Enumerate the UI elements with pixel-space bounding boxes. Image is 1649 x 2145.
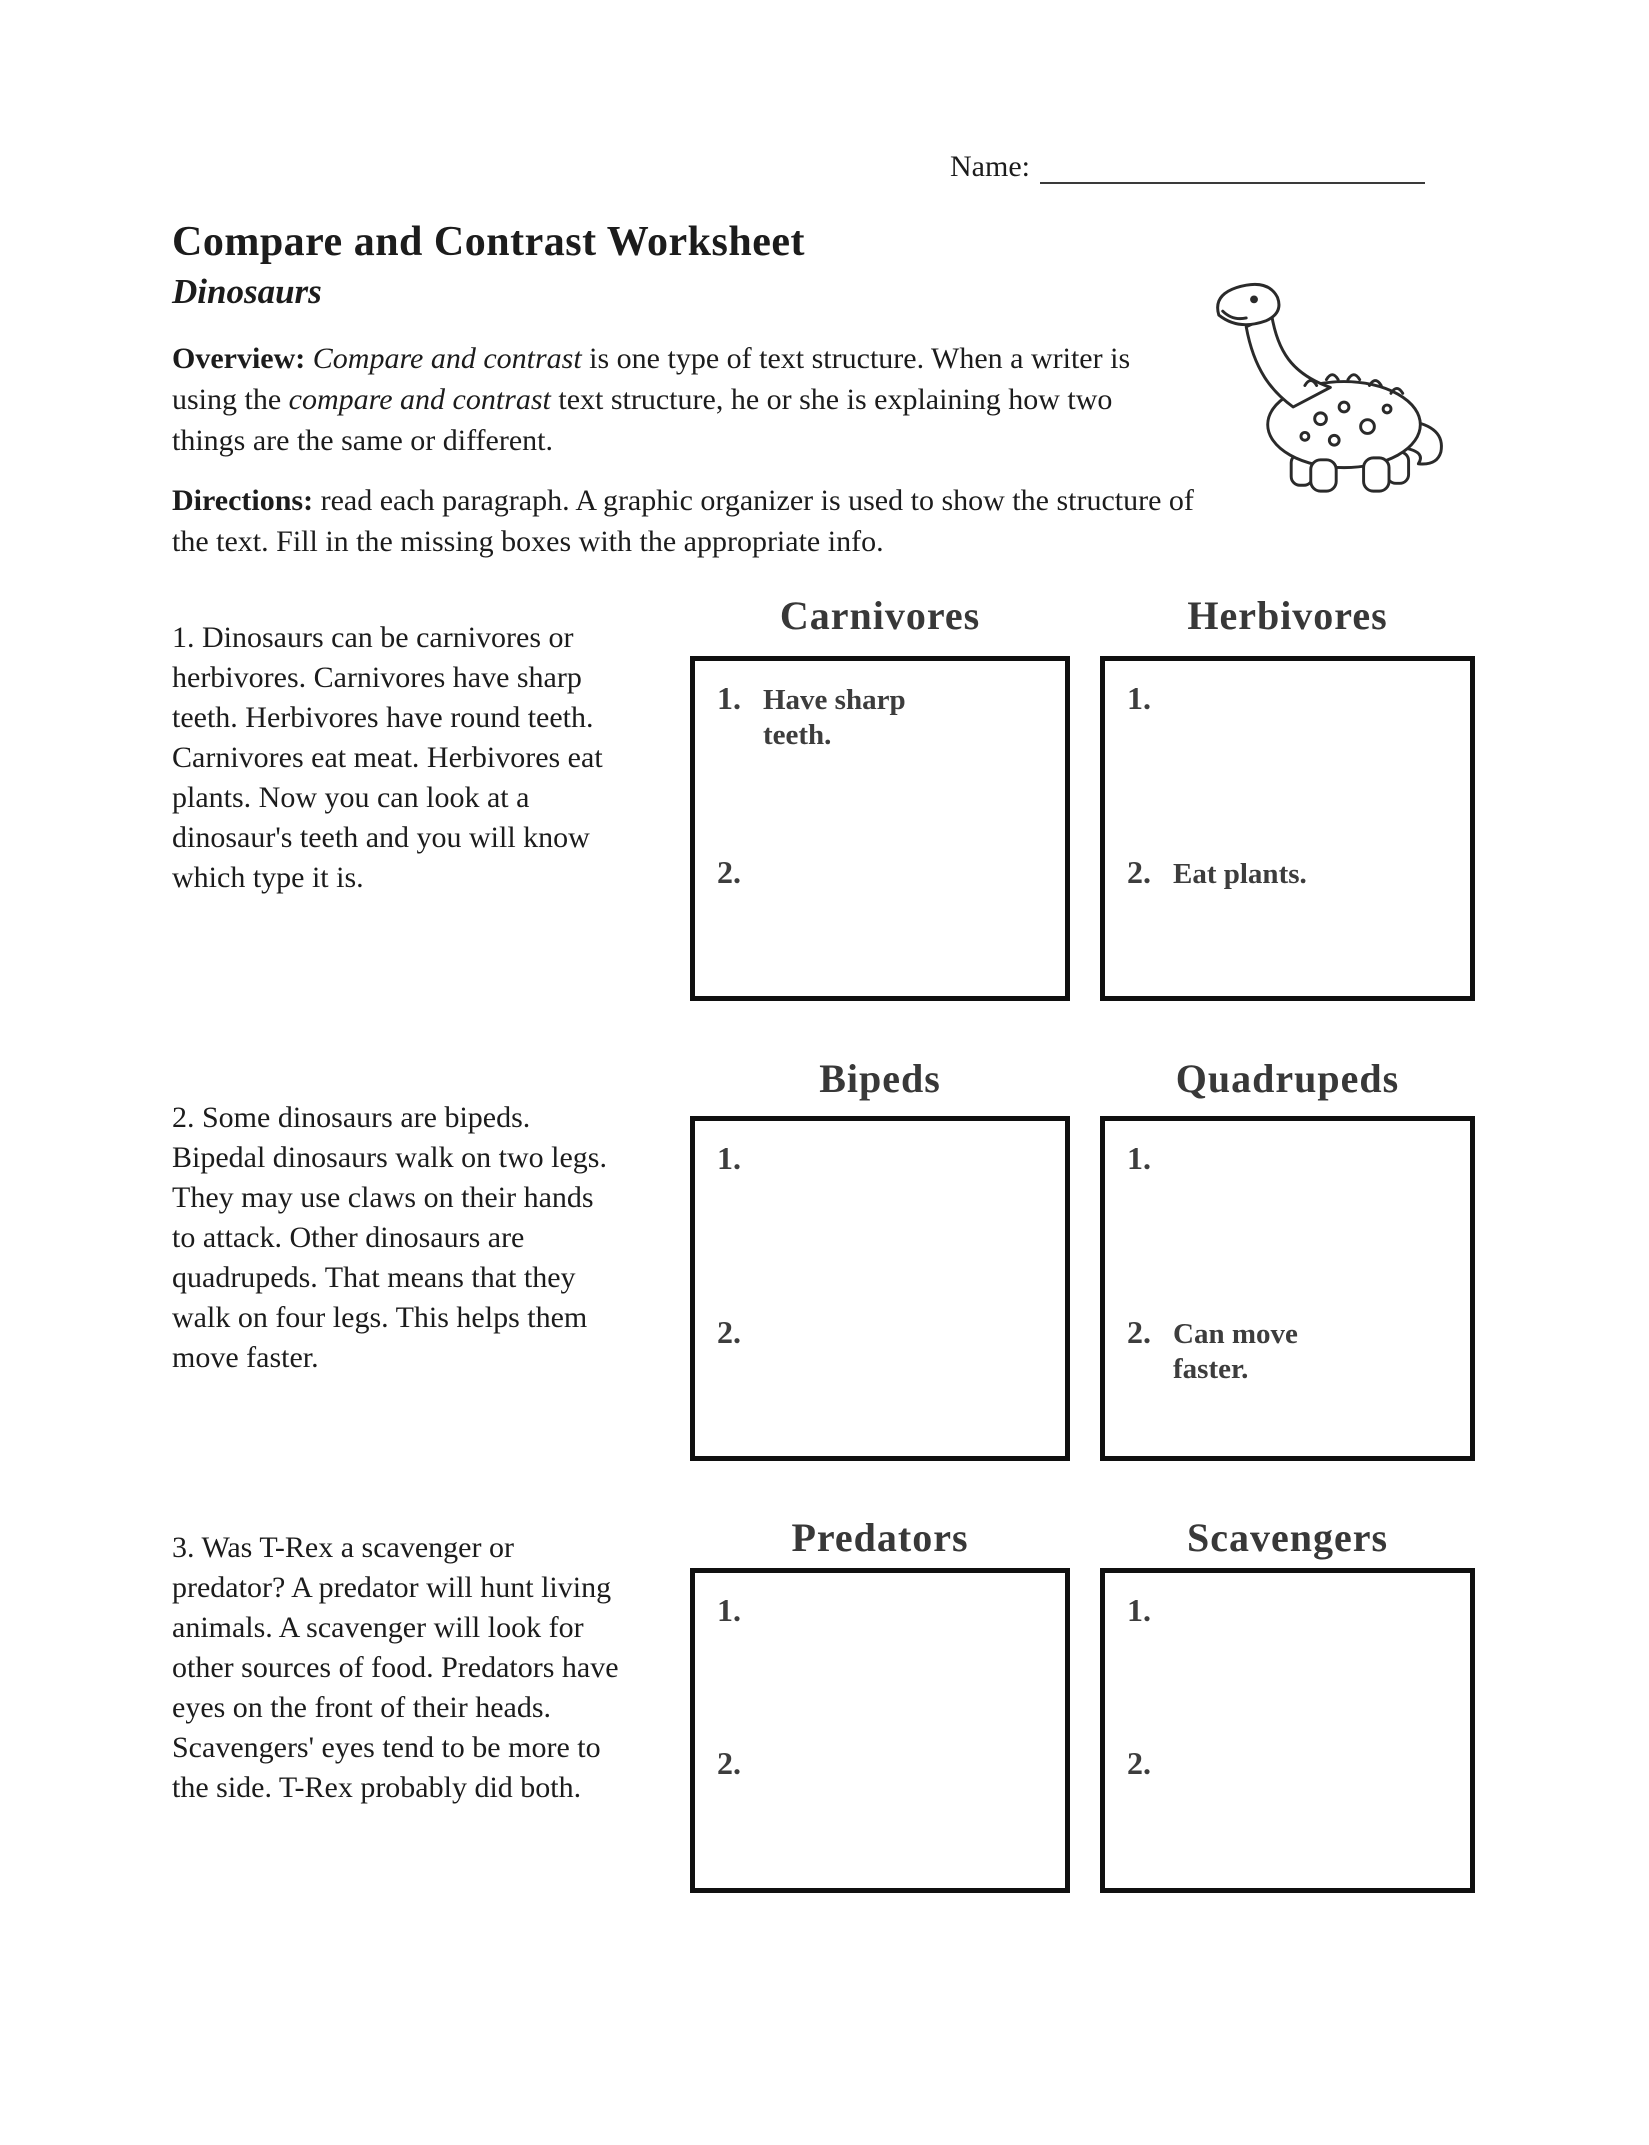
quadrupeds-item-1 [1127,1141,1368,1177]
answer-blank[interactable] [763,1315,958,1351]
box-title-scavengers: Scavengers [1186,1515,1389,1560]
item-number: 1. [1127,680,1151,716]
directions-label: Directions: [172,484,314,517]
item-number: 1. [717,1140,741,1176]
predators-item-2 [717,1746,958,1782]
page-title: Compare and Contrast Worksheet [172,219,805,265]
dinosaur-clipart [1195,272,1450,497]
overview-text-1: is one type of text structure. When a writer is using the [172,342,1131,416]
bipeds-box[interactable] [690,1116,1070,1461]
overview-label: Overview: [172,342,306,375]
bipeds-item-1 [717,1141,958,1177]
item-answer: Have sharp teeth. [763,684,906,751]
box-title-bipeds: Bipeds [819,1056,941,1101]
quadrupeds-box[interactable] [1100,1116,1475,1461]
answer-blank[interactable] [1173,681,1368,717]
item-number: 1. [717,680,741,716]
scavengers-box[interactable] [1100,1568,1475,1893]
predators-box[interactable] [690,1568,1070,1893]
carnivores-item-2 [717,855,958,891]
section-1-paragraph: 1. Dinosaurs can be carnivores or herbivores. Carnivores have sharp teeth. Herbivores have round teeth. Carnivores eat meat. Herbivores eat plants. Now you can look at a dinosaur's teeth and you will know which type it is. [172,621,603,894]
answer-blank[interactable] [1173,1593,1368,1629]
item-number: 1. [1127,1140,1151,1176]
overview-italic-2: compare and contrast [288,383,551,416]
answer-blank[interactable] [763,1746,958,1782]
answer-blank[interactable] [1173,1746,1368,1782]
herbivores-item-1 [1127,681,1368,717]
scavengers-item-2 [1127,1746,1368,1782]
predators-item-1 [717,1593,958,1629]
answer-blank[interactable] [1173,1141,1368,1177]
overview-text-2: text structure, he or she is explaining how two things are the same or different. [172,383,1113,457]
directions-paragraph [172,480,1212,562]
item-number: 2. [1127,854,1151,891]
bipeds-item-2 [717,1315,958,1351]
answer-blank[interactable] [763,1593,958,1629]
item-answer: Can move faster. [1173,1318,1298,1386]
item-number: 1. [717,1592,741,1628]
answer-blank[interactable] [763,1141,958,1177]
name-label: Name: [950,150,1030,183]
item-number: 2. [717,854,741,891]
section-2-paragraph: 2. Some dinosaurs are bipeds. Bipedal dinosaurs walk on two legs. They may use claws on their hands to attack. Other dinosaurs are quadrupeds. That means that they walk on four legs. This helps them move faster. [172,1101,607,1374]
carnivores-item-1 [717,681,958,753]
box-title-quadrupeds: Quadrupeds [1175,1056,1400,1101]
answer-blank[interactable] [763,855,958,891]
box-title-carnivores: Carnivores [779,593,981,638]
scavengers-item-1 [1127,1593,1368,1629]
carnivores-box[interactable] [690,656,1070,1001]
name-fill-in-line[interactable] [1040,152,1425,184]
page-subtitle: Dinosaurs [172,272,322,311]
herbivores-item-2 [1127,855,1368,892]
directions-text: read each paragraph. A graphic organizer is used to show the structure of the text. Fill in the missing boxes with the appropriate info. [172,484,1194,558]
item-number: 2. [717,1745,741,1782]
overview-paragraph [172,338,1177,461]
herbivores-box[interactable] [1100,656,1475,1001]
item-number: 2. [1127,1745,1151,1782]
section-3-paragraph: 3. Was T-Rex a scavenger or predator? A predator will hunt living animals. A scavenger will look for other sources of food. Predators have eyes on the front of their heads. Scavengers' eyes tend to be more to the side. T-Rex probably did both. [172,1531,619,1804]
item-answer: Eat plants. [1173,858,1307,891]
quadrupeds-item-2 [1127,1315,1368,1387]
box-title-herbivores: Herbivores [1187,593,1388,638]
box-title-predators: Predators [791,1515,969,1560]
item-number: 1. [1127,1592,1151,1628]
name-row [950,150,1425,184]
overview-italic-1: Compare and contrast [305,342,582,375]
item-number: 2. [1127,1314,1151,1351]
item-number: 2. [717,1314,741,1351]
